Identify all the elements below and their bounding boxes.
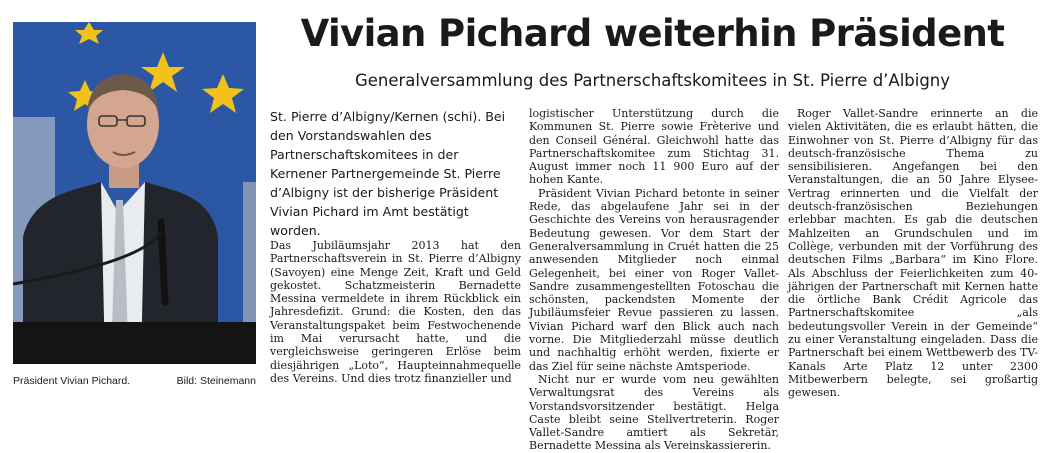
photo-caption: Präsident Vivian Pichard.	[13, 375, 131, 387]
photo-caption-line	[13, 373, 256, 389]
body-paragraph-1: Das Jubiläumsjahr 2013 hat den Partnerschaftsverein in St. Pierre d’Albigny (Savoyen) eine Menge Zeit, Kraft und Geld gekostet. Schatzmeisterin Bernadette Messina vermeldete in ihrem Rückblick ein Jahresdefizit. Grund: die Kosten, den das Veranstaltungspaket beim Festwochenende im Mai verursacht hatte, und die vergleichsweise geringeren Erlöse beim diesjährigen „Loto“, Haupteinnahmequelle des Vereins. Und dies trotz finanzieller und	[270, 239, 521, 385]
article-lead: St. Pierre d’Albigny/Kernen (schi). Bei den Vorstandswahlen des Partnerschaftskomitees in der Kernener Partnergemeinde St. Pierre d’Albigny ist der bisherige Präsident Vivian Pichard im Amt bestätigt worden.	[270, 109, 506, 238]
photo-credit: Bild: Steinemann	[176, 375, 256, 387]
body-paragraph-4: Roger Vallet-Sandre erinnerte an die vielen Aktivitäten, die es erlaubt hätten, die Einwohner von St. Pierre d’Albigny für das deutsch-französische Thema zu sensibilisieren. Angefangen bei den Veranstaltungen, die an 50 Jahre Elysee-Vertrag erinnerten und die Vielfalt der deutsch-französischen Beziehungen erlebbar machten. Es gab die deutschen Mahlzeiten an Grundschulen und im Collège, verbunden mit der Vorführung des deutschen Films „Barbara“ im Kino Flore. Als Abschluss der Feierlichkeiten zum 40-jährigen der Partnerschaft mit Kernen hatte die örtliche Bank Crédit Agricole das Partnerschaftskomitee „als bedeutungsvoller Verein in der Gemeinde“ zu einer Veranstaltung eingeladen. Dass die Partnerschaft bei einem Wettbewerb des TV-Kanals Arte Platz 12 unter 2300 Mitbewerbern belegte, sei großartig gewesen.	[788, 107, 1038, 400]
microphone-icon	[161, 222, 165, 302]
body-paragraph-1-continued: logistischer Unterstützung durch die Kommunen St. Pierre sowie Frèterive und den Conseil Général. Gleichwohl hatte das Partnerschaftskomitee zum Stichtag 31. August immer noch 11 900 Euro auf der hohen Kante.	[529, 107, 779, 187]
article-column-1	[270, 239, 521, 385]
article-column-3	[788, 107, 1038, 400]
article-column-2	[529, 107, 779, 453]
body-paragraph-2: Präsident Vivian Pichard betonte in seiner Rede, das abgelaufene Jahr sei in der Geschichte des Vereins von herausragender Bedeutung gewesen. Vor dem Start der Generalversammlung in Cruét hatten die 25 anwesenden Mitglieder noch einmal Gelegenheit, bei einer von Roger Vallet-Sandre zusammengestellten Fotoschau die schönsten, packendsten Momente der Jubiläumsfeier Revue passieren zu lassen. Vivian Pichard warf den Blick auch nach vorne. Die Mitgliederzahl müsse deutlich und nachhaltig erhöht werden, fixierte er das Ziel für seine nächste Amtsperiode.	[529, 186, 779, 373]
body-paragraph-3: Nicht nur er wurde vom neu gewählten Verwaltungsrat des Vereins als Vorstandsvorsitzender bestätigt. Helga Caste bleibt seine Stellvertreterin. Roger Vallet-Sandre amtiert als Sekretär, Bernadette Messina als Vereinskassiererin.	[529, 372, 779, 453]
speaker-photo-illustration	[13, 22, 256, 364]
article-photo	[13, 22, 256, 364]
article-headline: Vivian Pichard weiterhin Präsident	[300, 12, 1005, 55]
article-subheadline: Generalversammlung des Partnerschaftskomitees in St. Pierre d’Albigny	[354, 71, 951, 90]
lectern	[13, 322, 256, 364]
